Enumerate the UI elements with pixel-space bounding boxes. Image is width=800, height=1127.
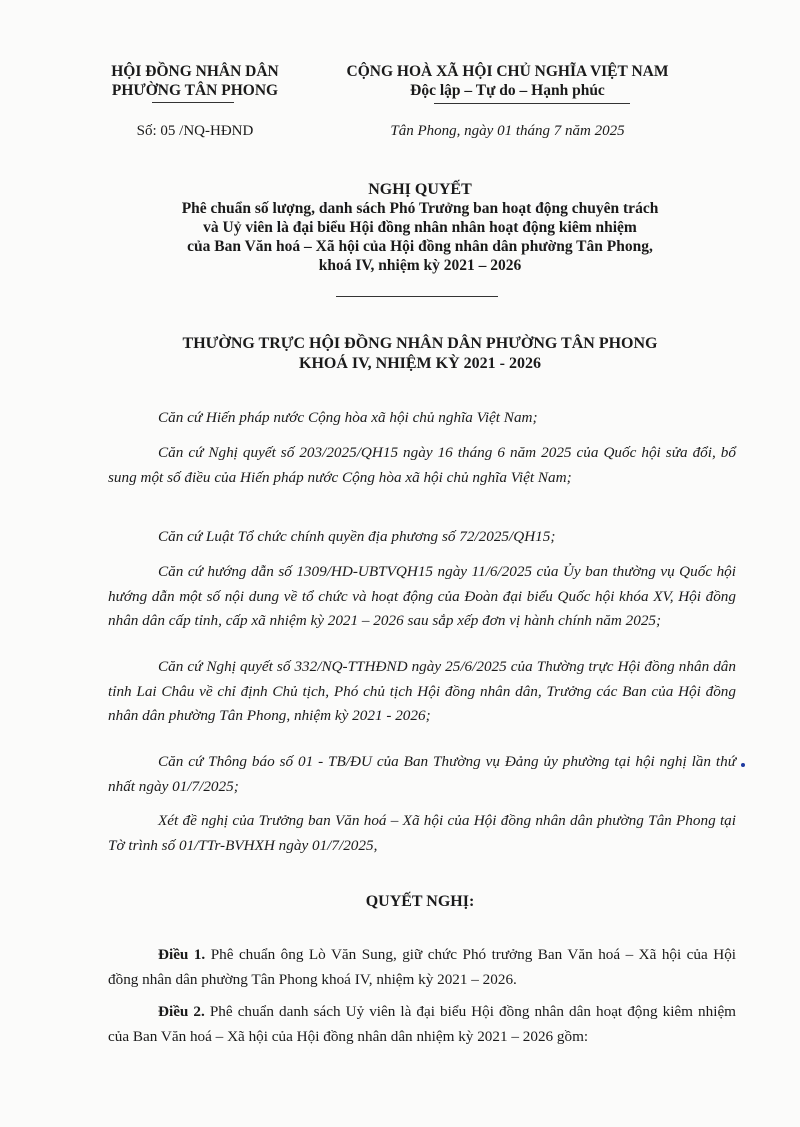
agency-line-1: HỘI ĐỒNG NHÂN DÂN [111, 63, 279, 80]
title-line-2: và Uỷ viên là đại biểu Hội đồng nhân nhân hoạt động kiêm nhiệm [203, 219, 637, 236]
legal-basis: Căn cứ Nghị quyết số 203/2025/QH15 ngày 16 tháng 6 năm 2025 của Quốc hội sửa đổi, bổ sung một số điều của Hiến pháp nước Cộng hòa xã hội chủ nghĩa Việt Nam; [108, 444, 736, 486]
country-name: CỘNG HOÀ XÃ HỘI CHỦ NGHĨA VIỆT NAM [346, 63, 669, 80]
legal-basis: Căn cứ Nghị quyết số 332/NQ-TTHĐND ngày 25/6/2025 của Thường trực Hội đồng nhân dân tỉnh Lai Châu về chỉ định Chủ tịch, Phó chủ tịch Hội đồng nhân dân, Trưởng các Ban của Hội đồng nhân dân phường Tân Phong, nhiệm kỳ 2021 - 2026; [108, 658, 736, 724]
article-label: Điều 2. [158, 1003, 205, 1020]
title-line-1: Phê chuẩn số lượng, danh sách Phó Trưởng ban hoạt động chuyên trách [181, 200, 659, 217]
title-main: NGHỊ QUYẾT [368, 181, 472, 198]
title-line-4: khoá IV, nhiệm kỳ 2021 – 2026 [318, 257, 522, 274]
national-motto [305, 62, 710, 100]
title-underline [336, 296, 498, 297]
article-label: Điều 1. [158, 946, 206, 963]
document-title [110, 180, 730, 275]
title-line-3: của Ban Văn hoá – Xã hội của Hội đồng nhân dân phường Tân Phong, [187, 238, 653, 255]
issuing-body-line-2: KHOÁ IV, NHIỆM KỲ 2021 - 2026 [299, 355, 541, 372]
legal-basis: Căn cứ Thông báo số 01 - TB/ĐU của Ban Thường vụ Đảng ủy phường tại hội nghị lần thứ nhất ngày 01/7/2025; [108, 753, 736, 795]
legal-basis: Xét đề nghị của Trưởng ban Văn hoá – Xã hội của Hội đồng nhân dân phường Tân Phong tại Tờ trình số 01/TTr-BVHXH ngày 01/7/2025, [108, 812, 736, 854]
legal-basis: Căn cứ Hiến pháp nước Cộng hòa xã hội chủ nghĩa Việt Nam; [158, 409, 538, 426]
motto-underline [434, 103, 630, 104]
legal-basis: Căn cứ hướng dẫn số 1309/HD-UBTVQH15 ngày 11/6/2025 của Ủy ban thường vụ Quốc hội hướng dẫn một số nội dung về tổ chức và hoạt động của Đoàn đại biểu Quốc hội khóa XV, Hội đồng nhân dân cấp tỉnh, cấp xã nhiệm kỳ 2021 – 2026 sau sắp xếp đơn vị hành chính năm 2025; [108, 563, 736, 629]
agency-line-2: PHƯỜNG TÂN PHONG [111, 82, 279, 99]
article-2 [108, 1000, 736, 1049]
document-number: Số: 05 /NQ-HĐND [136, 123, 254, 139]
article-text: Phê chuẩn ông Lò Văn Sung, giữ chức Phó trưởng Ban Văn hoá – Xã hội của Hội đồng nhân dân phường Tân Phong khoá IV, nhiệm kỳ 2021 – 2026. [108, 946, 737, 988]
motto: Độc lập – Tự do – Hạnh phúc [410, 82, 605, 99]
legal-basis: Căn cứ Luật Tổ chức chính quyền địa phương số 72/2025/QH15; [158, 528, 556, 545]
decision-heading: QUYẾT NGHỊ: [365, 893, 475, 910]
article-1 [108, 943, 736, 992]
issuing-body [100, 334, 740, 374]
place-date: Tân Phong, ngày 01 tháng 7 năm 2025 [390, 123, 625, 139]
ink-mark [741, 763, 745, 767]
issuing-agency [95, 62, 295, 100]
agency-underline [152, 102, 234, 103]
article-text: Phê chuẩn danh sách Uỷ viên là đại biểu Hội đồng nhân dân hoạt động kiêm nhiệm của Ban Văn hoá – Xã hội của Hội đồng nhân dân nhiệm kỳ 2021 – 2026 gồm: [108, 1003, 736, 1045]
issuing-body-line-1: THƯỜNG TRỰC HỘI ĐỒNG NHÂN DÂN PHƯỜNG TÂN PHONG [182, 335, 658, 352]
